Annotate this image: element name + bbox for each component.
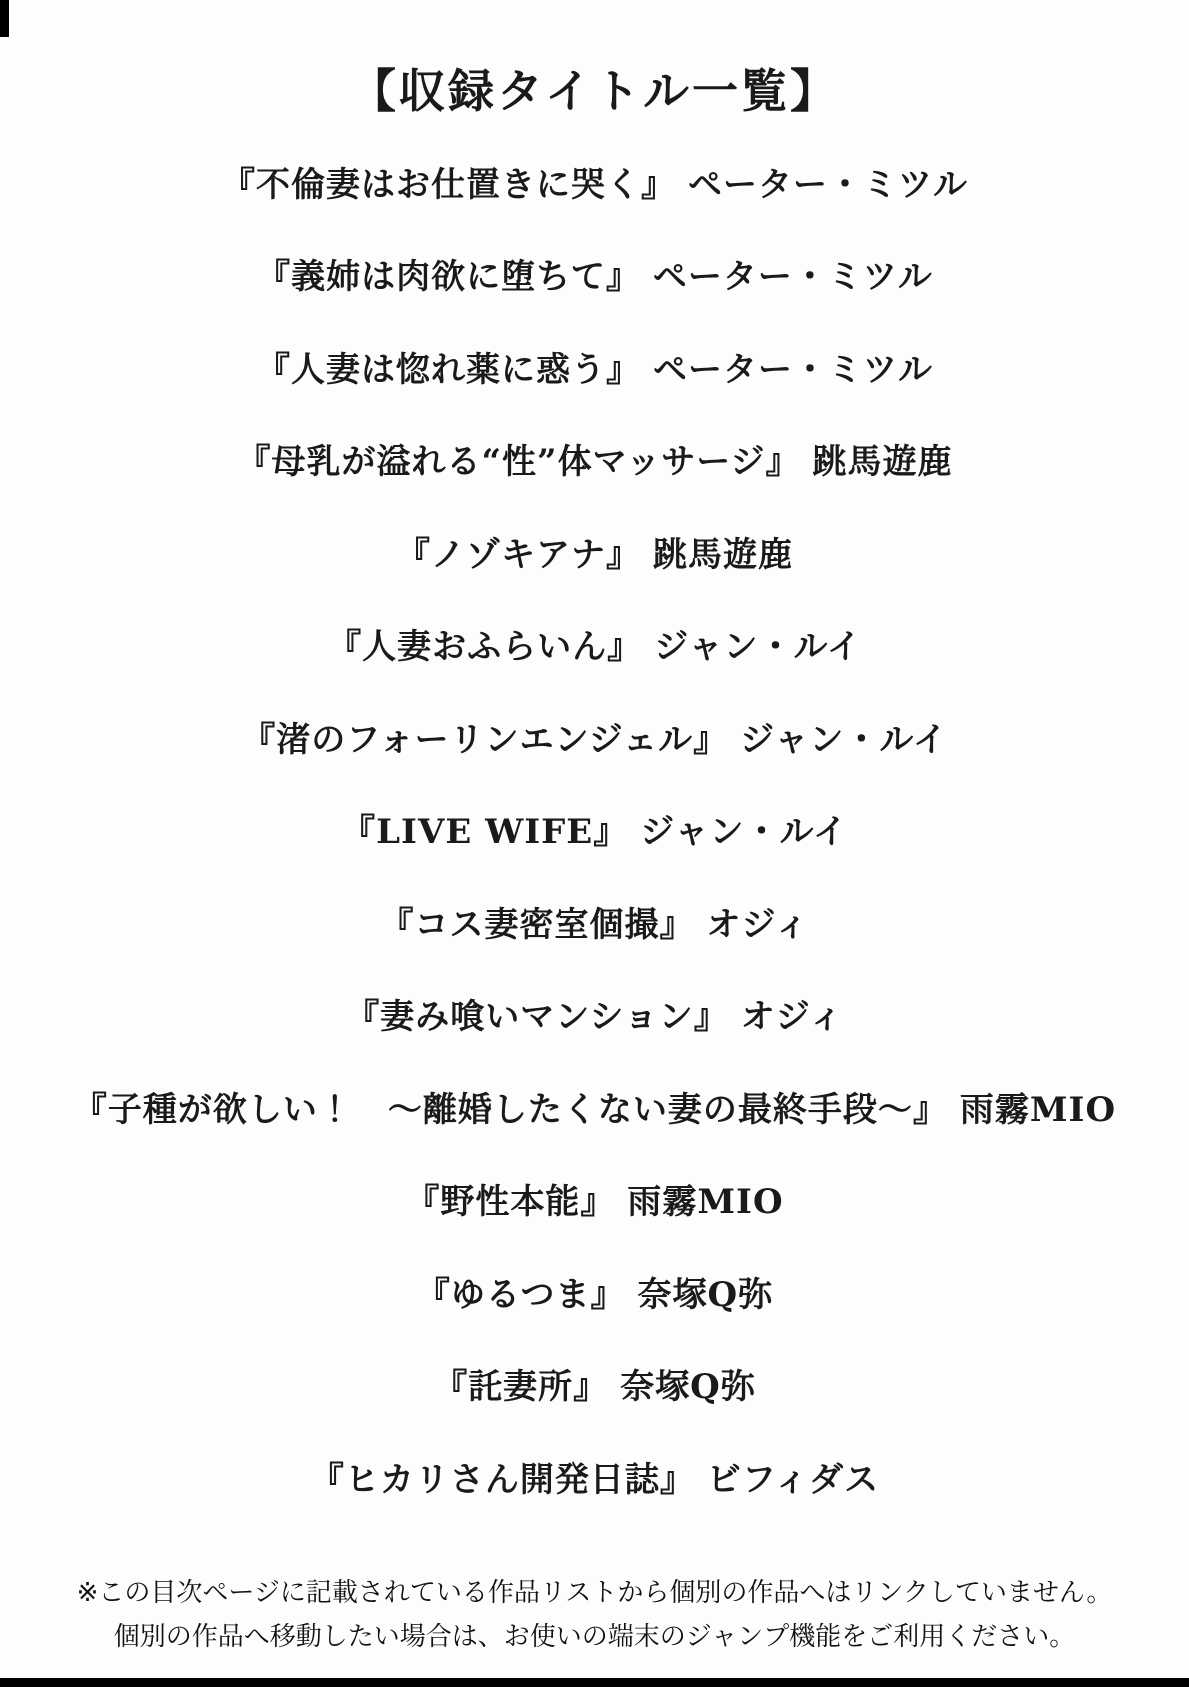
list-item [0, 228, 1189, 321]
work-title: 『人妻は惚れ薬に惑う』 [256, 349, 641, 390]
work-author: ペーター・ミツル [688, 164, 968, 205]
work-author: ペーター・ミツル [653, 349, 933, 390]
work-author: 雨霧MIO [627, 1182, 784, 1223]
scan-mark-bottom-bar [0, 1678, 1189, 1687]
scan-mark-top-left [0, 0, 9, 37]
work-title: 『妻み喰いマンション』 [345, 997, 729, 1038]
work-author: 跳馬遊鹿 [812, 442, 953, 483]
work-author: オジィ [740, 997, 844, 1038]
list-item [0, 968, 1189, 1061]
note-line-1: ※この目次ページに記載されている作品リストから個別の作品へはリンクしていません。 [76, 1578, 1113, 1608]
work-title: 『母乳が溢れる“性”体マッサージ』 [236, 442, 801, 483]
work-author: ジャン・ルイ [740, 719, 948, 760]
work-author: ジャン・ルイ [654, 627, 862, 668]
list-item [0, 1430, 1189, 1523]
work-author: オジィ [706, 904, 810, 945]
work-author: 跳馬遊鹿 [653, 534, 793, 575]
work-title: 『野性本能』 [405, 1182, 616, 1223]
list-item [0, 413, 1189, 506]
work-title: 『ヒカリさん開発日誌』 [309, 1459, 695, 1500]
work-title: 『LIVE WIFE』 [341, 812, 629, 853]
work-author: ビフィダス [706, 1459, 880, 1500]
title-list [0, 135, 1189, 1523]
list-item [0, 1153, 1189, 1246]
work-title: 『渚のフォーリンエンジェル』 [241, 719, 729, 760]
work-author: 奈塚Q弥 [620, 1367, 756, 1408]
work-author: ペーター・ミツル [652, 257, 933, 298]
footer-note [0, 1571, 1189, 1659]
work-title: 『ゆるつま』 [415, 1274, 626, 1315]
list-item [0, 320, 1189, 413]
note-line-2: 個別の作品へ移動したい場合は、お使いの端末のジャンプ機能をご利用ください。 [113, 1622, 1076, 1652]
list-item [0, 598, 1189, 691]
list-item [0, 1060, 1189, 1153]
list-item [0, 135, 1189, 228]
list-item [0, 690, 1189, 783]
list-item [0, 505, 1189, 598]
work-author: 奈塚Q弥 [637, 1274, 774, 1315]
work-author: 雨霧MIO [959, 1089, 1117, 1130]
work-title: 『不倫妻はお仕置きに哭く』 [221, 164, 676, 205]
list-item [0, 783, 1189, 876]
work-title: 『人妻おふらいん』 [327, 627, 643, 668]
work-title: 『ノゾキアナ』 [396, 534, 641, 575]
work-title: 『義姉は肉欲に堕ちて』 [256, 257, 641, 298]
work-title: 『子種が欲しい！ ～離婚したくない妻の最終手段～』 [72, 1089, 948, 1130]
list-item [0, 875, 1189, 968]
work-author: ジャン・ルイ [640, 812, 848, 853]
work-title: 『コス妻密室個撮』 [379, 904, 695, 945]
list-item [0, 1338, 1189, 1431]
page-title: 【収録タイトル一覧】 [349, 64, 840, 118]
list-item [0, 1245, 1189, 1338]
work-title: 『託妻所』 [433, 1367, 609, 1408]
